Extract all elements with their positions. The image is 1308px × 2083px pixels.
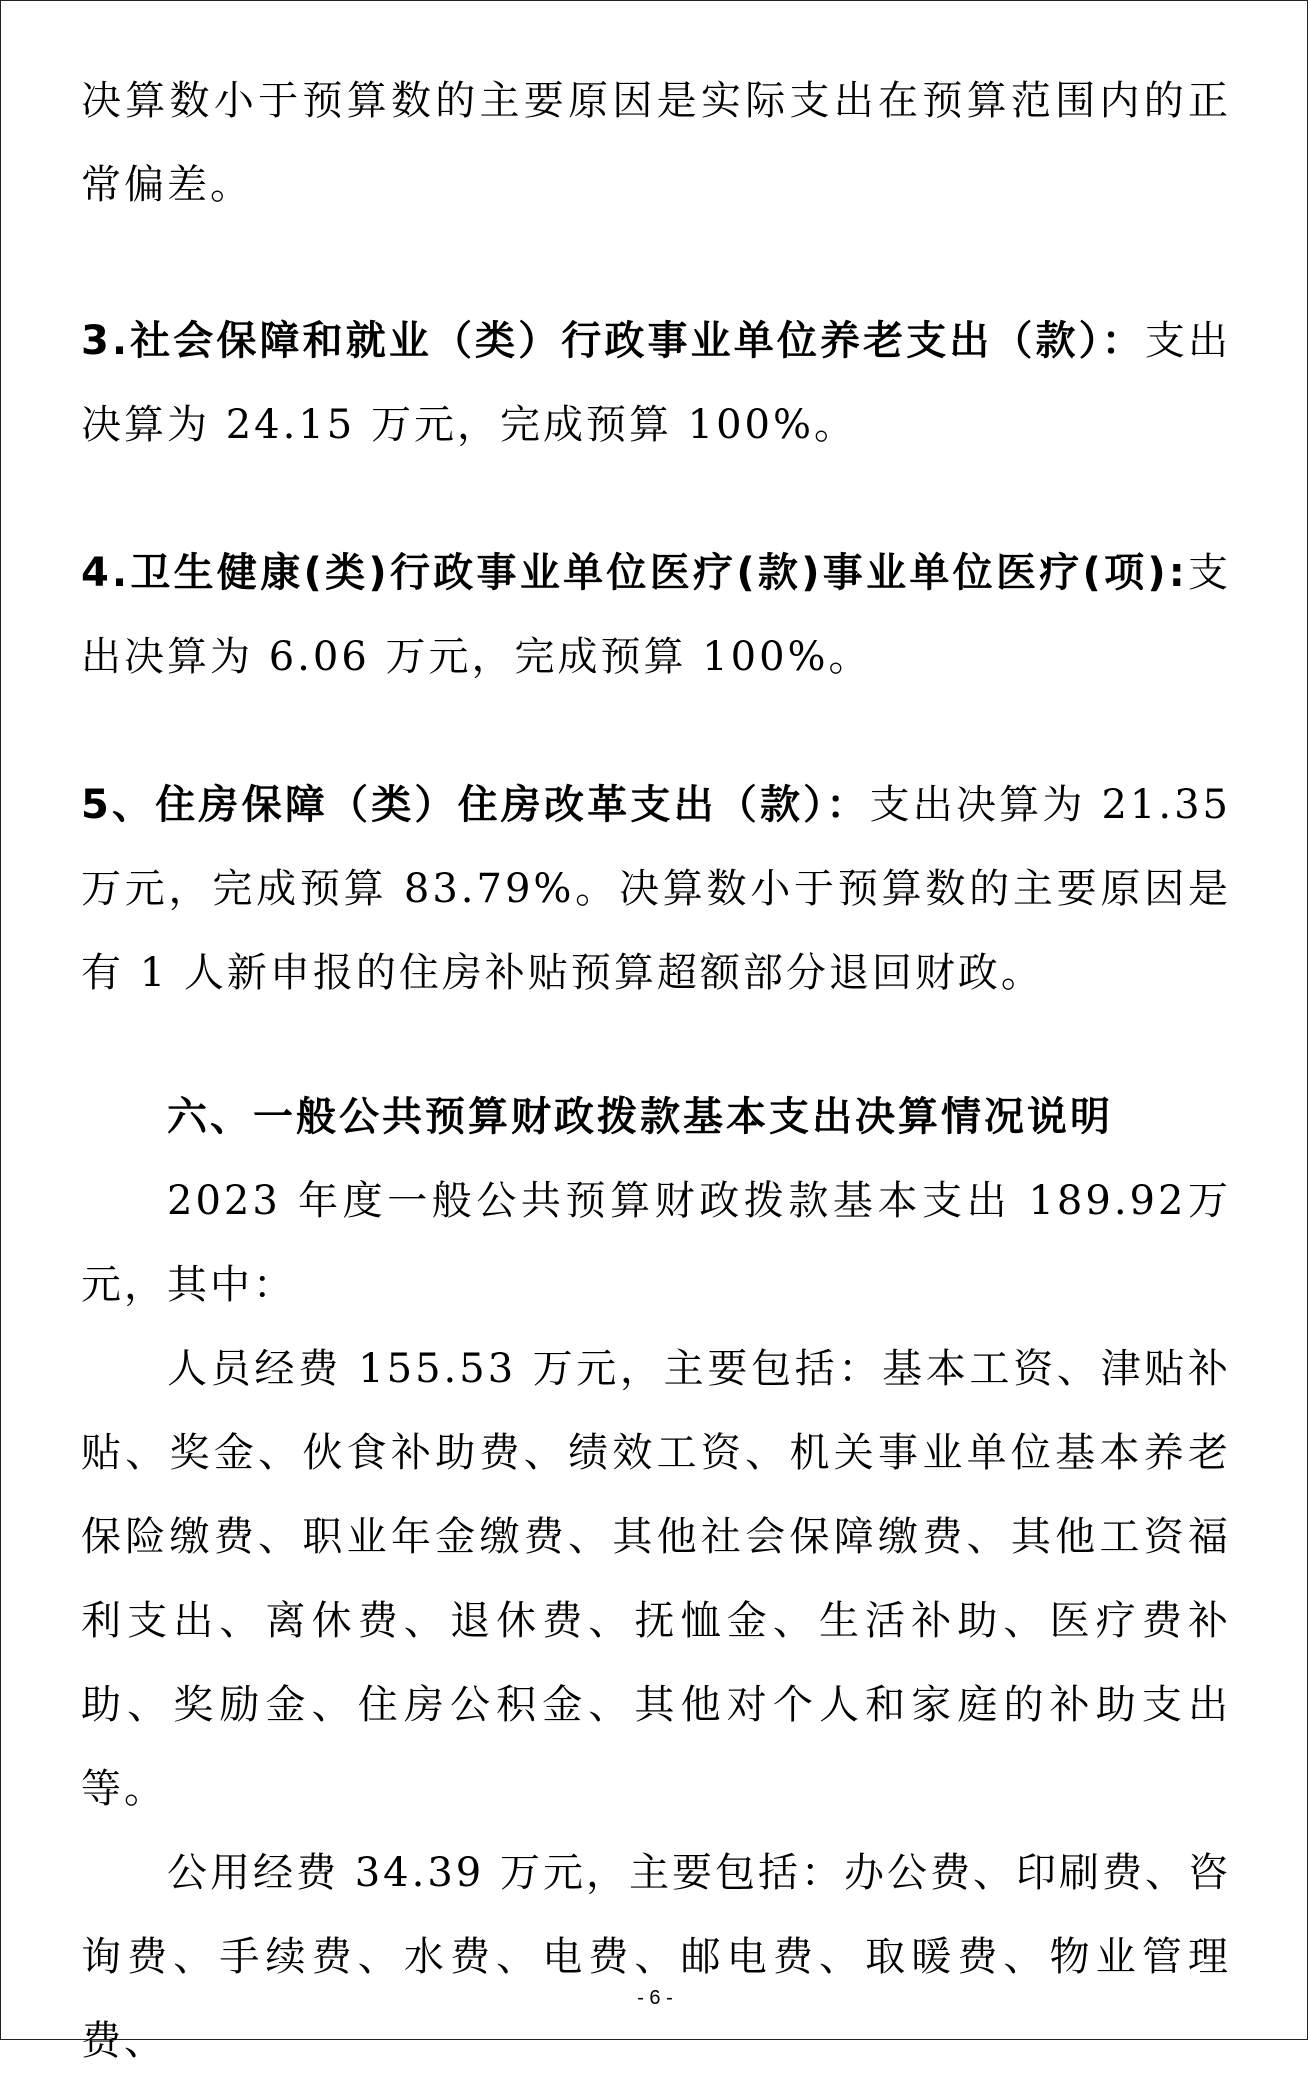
item-4-body: 支出决算为 6.06 万元，完成预算 100%。: [81, 550, 1231, 680]
item-4: [81, 531, 1231, 699]
section-6-heading: 六、一般公共预算财政拨款基本支出决算情况说明: [167, 1094, 1113, 1140]
page-number: - 6 -: [637, 1987, 673, 2009]
item-3: [81, 299, 1231, 467]
paragraph-continuation: 决算数小于预算数的主要原因是实际支出在预算范围内的正常偏差。: [81, 78, 1231, 208]
item-5: [81, 763, 1231, 1015]
section-6-public: 公用经费 34.39 万元，主要包括：办公费、印刷费、咨询费、手续费、水费、电费、邮电费、取暖费、物业管理费、: [81, 1850, 1231, 2064]
item-4-title: 4.卫生健康(类)行政事业单位医疗(款)事业单位医疗(项):: [81, 550, 1188, 596]
item-3-title: 3.社会保障和就业（类）行政事业单位养老支出（款）：: [81, 318, 1145, 364]
document-body: [81, 59, 1231, 2083]
section-6-personnel: 人员经费 155.53 万元，主要包括：基本工资、津贴补贴、奖金、伙食补助费、绩效工资、机关事业单位基本养老保险缴费、职业年金缴费、其他社会保障缴费、其他工资福利支出、离休费、退休费、抚恤金、生活补助、医疗费补助、奖励金、住房公积金、其他对个人和家庭的补助支出等。: [81, 1346, 1231, 1812]
item-5-title: 5、住房保障（类）住房改革支出（款）：: [81, 782, 870, 828]
item-3-body: 支出决算为 24.15 万元，完成预算 100%。: [81, 318, 1232, 448]
section-6-intro: 2023 年度一般公共预算财政拨款基本支出 189.92万元，其中：: [81, 1178, 1231, 1308]
item-5-body: 支出决算为 21.35 万元，完成预算 83.79%。决算数小于预算数的主要原因是有 1 人新申报的住房补贴预算超额部分退回财政。: [81, 782, 1231, 996]
